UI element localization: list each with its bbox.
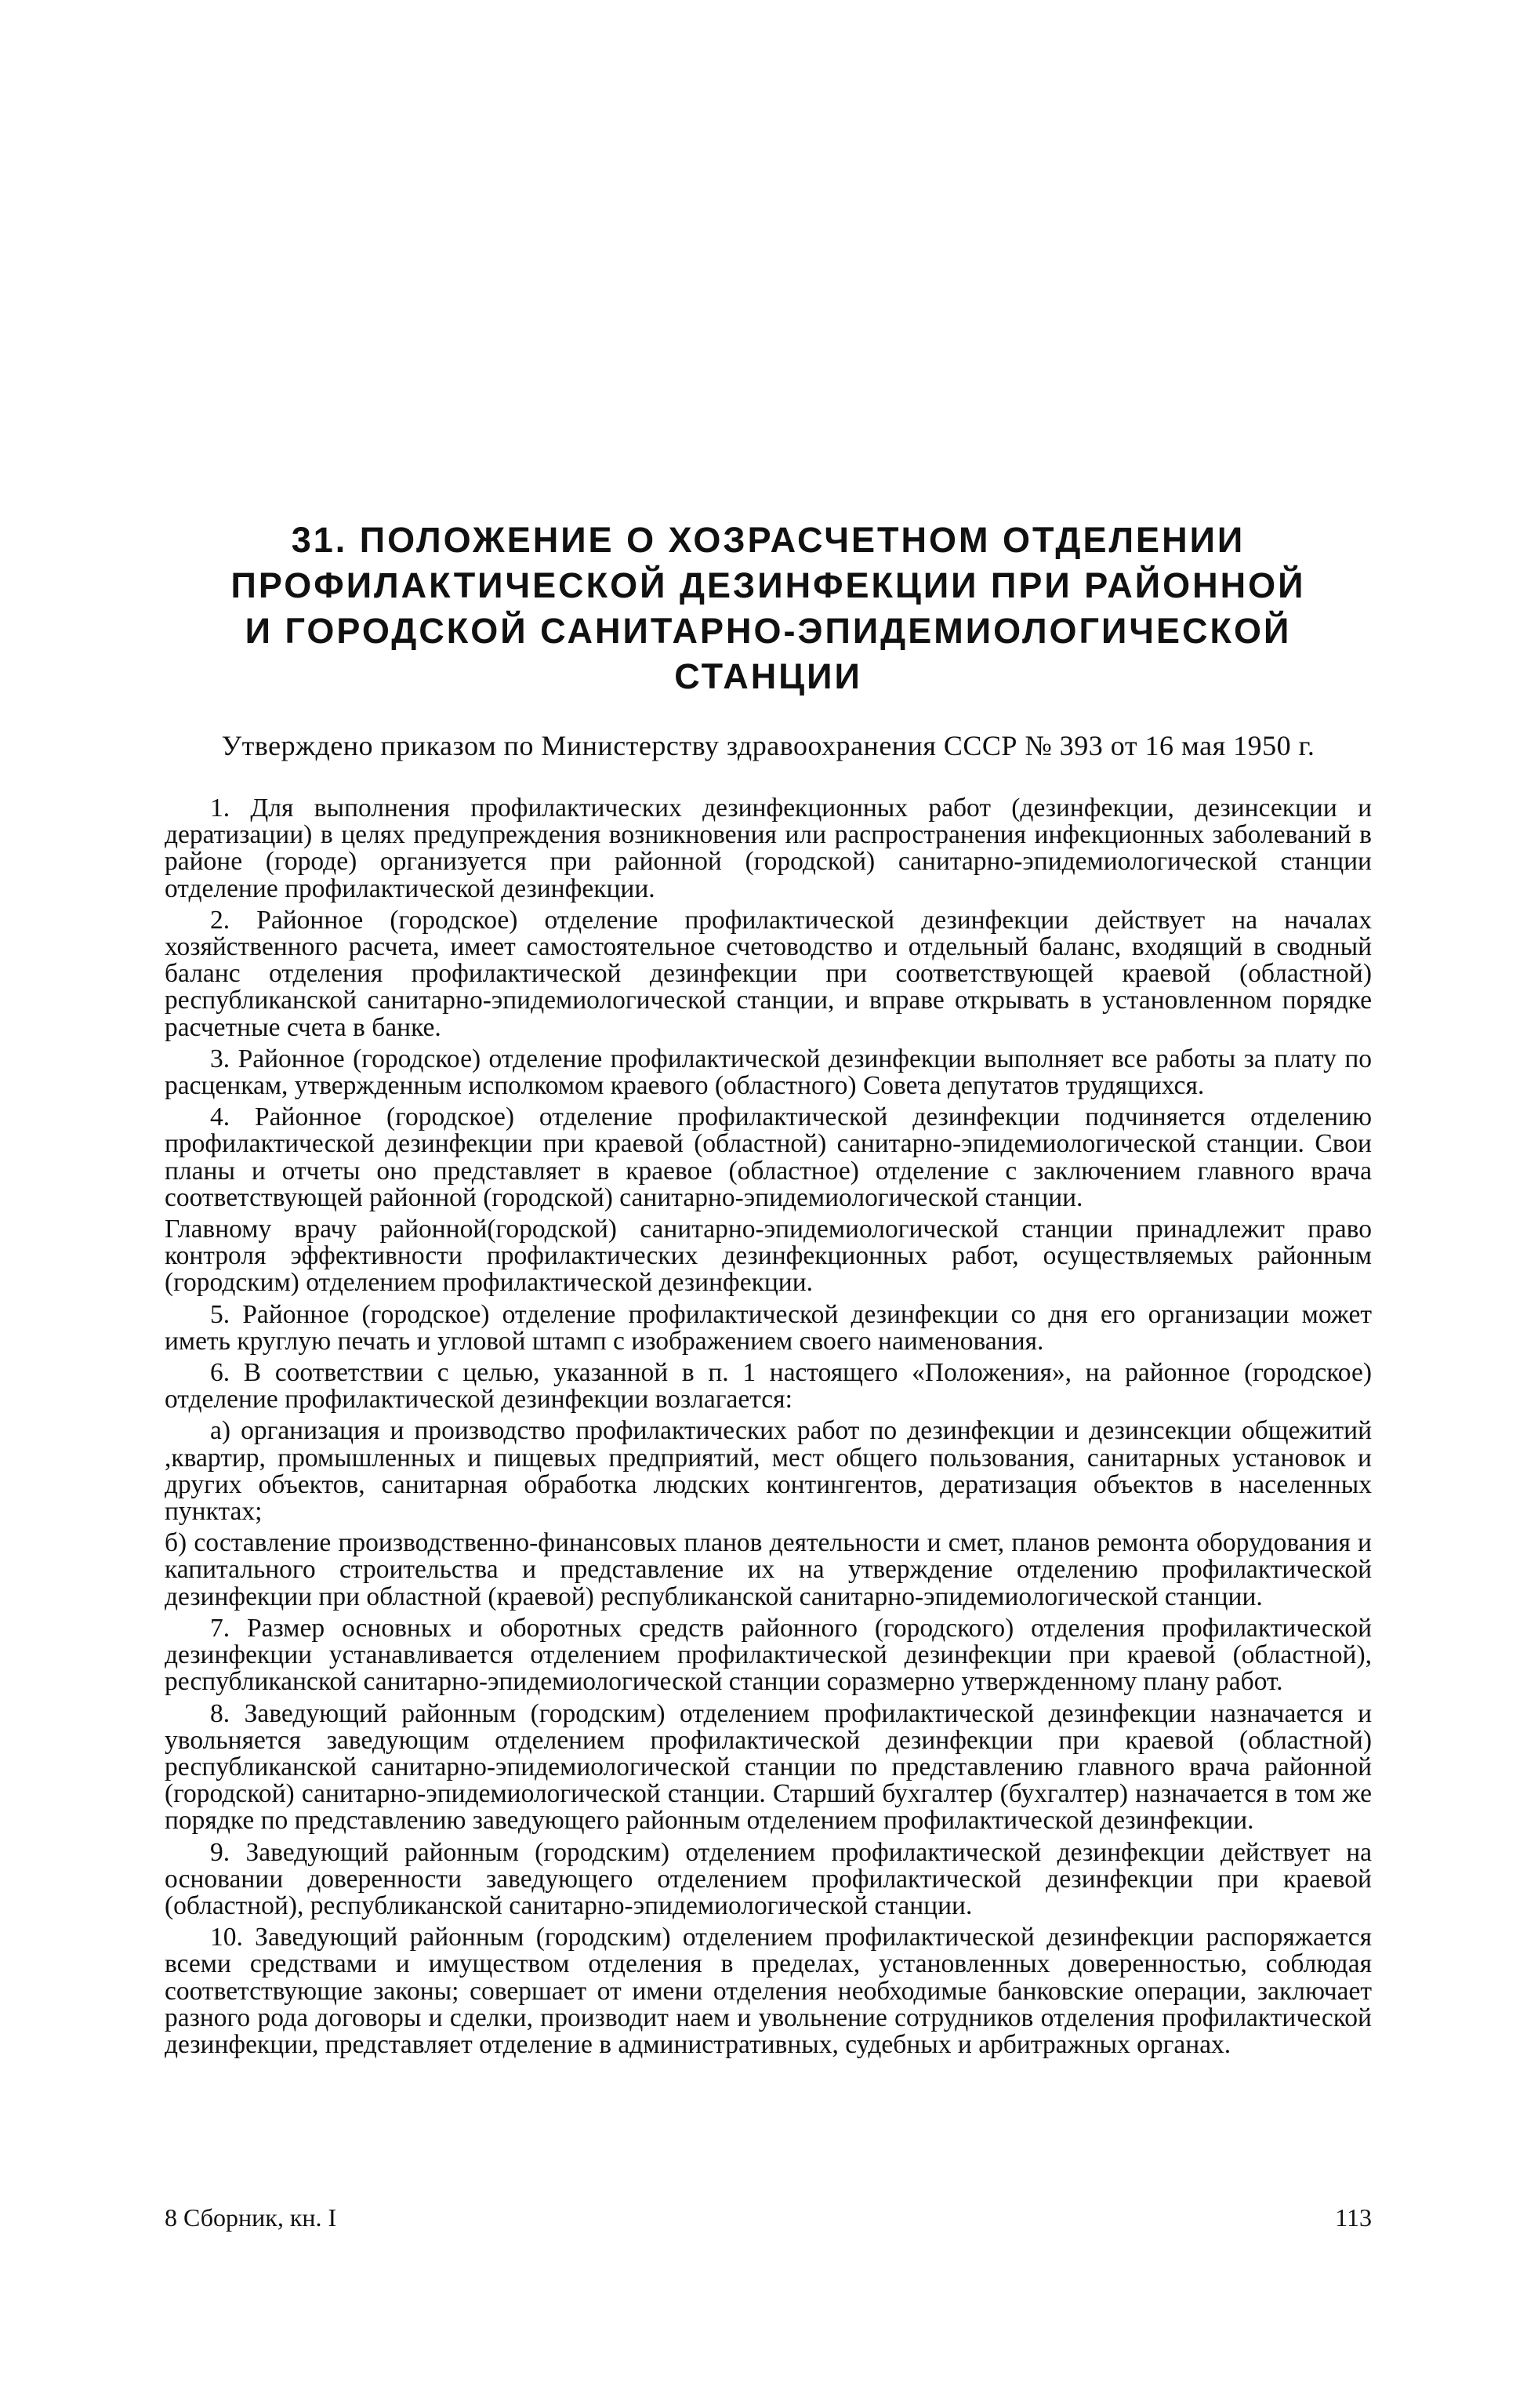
paragraph-2: 2. Районное (городское) отделение профилактической дезинфекции действует на началах хозяйственного расчета, имеет самостоятельное счетоводство и отдельный баланс, входящий в сводный баланс отделения профилактической дезинфекции при соответствующей краевой (областной) республиканской санитарно-эпидемиологической станции, и вправе открывать в установленном порядке расчетные счета в банке. xyxy=(165,905,1372,1042)
approval-note: Утверждено приказом по Министерству здравоохранения СССР № 393 от 16 мая 1950 г. xyxy=(221,730,1315,761)
paragraph-7: 7. Размер основных и оборотных средств районного (городского) отделения профилактической дезинфекции устанавливается отделением профилактической дезинфекции при краевой (областной), республиканской санитарно-эпидемиологической станции соразмерно утвержденному плану работ. xyxy=(165,1613,1372,1697)
document-title xyxy=(165,518,1372,699)
document-body xyxy=(165,518,1372,2063)
paragraph-6a: а) организация и производство профилактических работ по дезинфекции и дезинсекции общежитий ,квартир, промышленных и пищевых предприятий, мест общего пользования, санитарных установок и других объектов, санитарная обработка людских контингентов, дератизация объектов в населенных пунктах; xyxy=(165,1416,1372,1527)
page-number: 113 xyxy=(1335,2203,1372,2232)
paragraph-8: 8. Заведующий районным (городским) отделением профилактической дезинфекции назначается и увольняется заведующим отделением профилактической дезинфекции при краевой (областной) республиканской санитарно-эпидемиологической станции по представлению главного врача районной (городской) санитарно-эпидемиологической станции. Старший бухгалтер (бухгалтер) назначается в том же порядке по представлению заведующего районным отделением профилактической дезинфекции. xyxy=(165,1698,1372,1836)
paragraph-10: 10. Заведующий районным (городским) отделением профилактической дезинфекции распоряжается всеми средствами и имуществом отделения в пределах, установленных доверенностью, соблюдая соответствующие законы; совершает от имени отделения необходимые банковские операции, заключает разного рода договоры и сделки, производит наем и увольнение сотрудников отделения профилактической дезинфекции, представляет отделение в административных, судебных и арбитражных органах. xyxy=(165,1923,1372,2059)
paragraph-6: 6. В соответствии с целью, указанной в п. 1 настоящего «Положения», на районное (городское) отделение профилактической дезинфекции возлагается: xyxy=(165,1358,1372,1415)
title-line: И ГОРОДСКОЙ САНИТАРНО-ЭПИДЕМИОЛОГИЧЕСКОЙ СТАНЦИИ xyxy=(245,611,1292,696)
paragraph-5: 5. Районное (городское) отделение профилактической дезинфекции со дня его организации может иметь круглую печать и угловой штамп с изображением своего наименования. xyxy=(165,1299,1372,1356)
paragraph-4: 4. Районное (городское) отделение профилактической дезинфекции подчиняется отделению профилактической дезинфекции при краевой (областной) санитарно-эпидемиологической станции. Свои планы и отчеты оно представляет в краевое (областное) отделение с заключением главного врача соответствующей районной (городской) санитарно-эпидемиологической станции. xyxy=(165,1102,1372,1212)
page-footer xyxy=(165,2203,1372,2243)
paragraph-9: 9. Заведующий районным (городским) отделением профилактической дезинфекции действует на основании доверенности заведующего отделением профилактической дезинфекции при краевой (областной), республиканской санитарно-эпидемиологической станции. xyxy=(165,1837,1372,1920)
paragraph-1: 1. Для выполнения профилактических дезинфекционных работ (дезинфекции, дезинсекции и дератизации) в целях предупреждения возникновения или распространения инфекционных заболеваний в районе (городе) организуется при районной (городской) санитарно-эпидемиологической станции отделение профилактической дезинфекции. xyxy=(165,794,1372,903)
paragraph-3: 3. Районное (городское) отделение профилактической дезинфекции выполняет все работы за плату по расценкам, утвержденным исполкомом краевого (областного) Совета депутатов трудящихся. xyxy=(165,1044,1372,1101)
title-line: ПРОФИЛАКТИЧЕСКОЙ ДЕЗИНФЕКЦИИ ПРИ РАЙОННОЙ xyxy=(230,565,1306,605)
paragraph-4-continuation: Главному врачу районной(городской) санитарно-эпидемиологической станции принадлежит право контроля эффективности профилактических дезинфекционных работ, осуществляемых районным (городским) отделением профилактической дезинфекции. xyxy=(165,1215,1372,1298)
title-line: 31. ПОЛОЖЕНИЕ О ХОЗРАСЧЕТНОМ ОТДЕЛЕНИИ xyxy=(291,520,1246,560)
signature-mark: 8 Сборник, кн. I xyxy=(165,2203,337,2232)
paragraph-6b: б) составление производственно-финансовых планов деятельности и смет, планов ремонта оборудования и капитального строительства и представление их на утверждение отделению профилактической дезинфекции при областной (краевой) республиканской санитарно-эпидемиологической станции. xyxy=(165,1528,1372,1611)
